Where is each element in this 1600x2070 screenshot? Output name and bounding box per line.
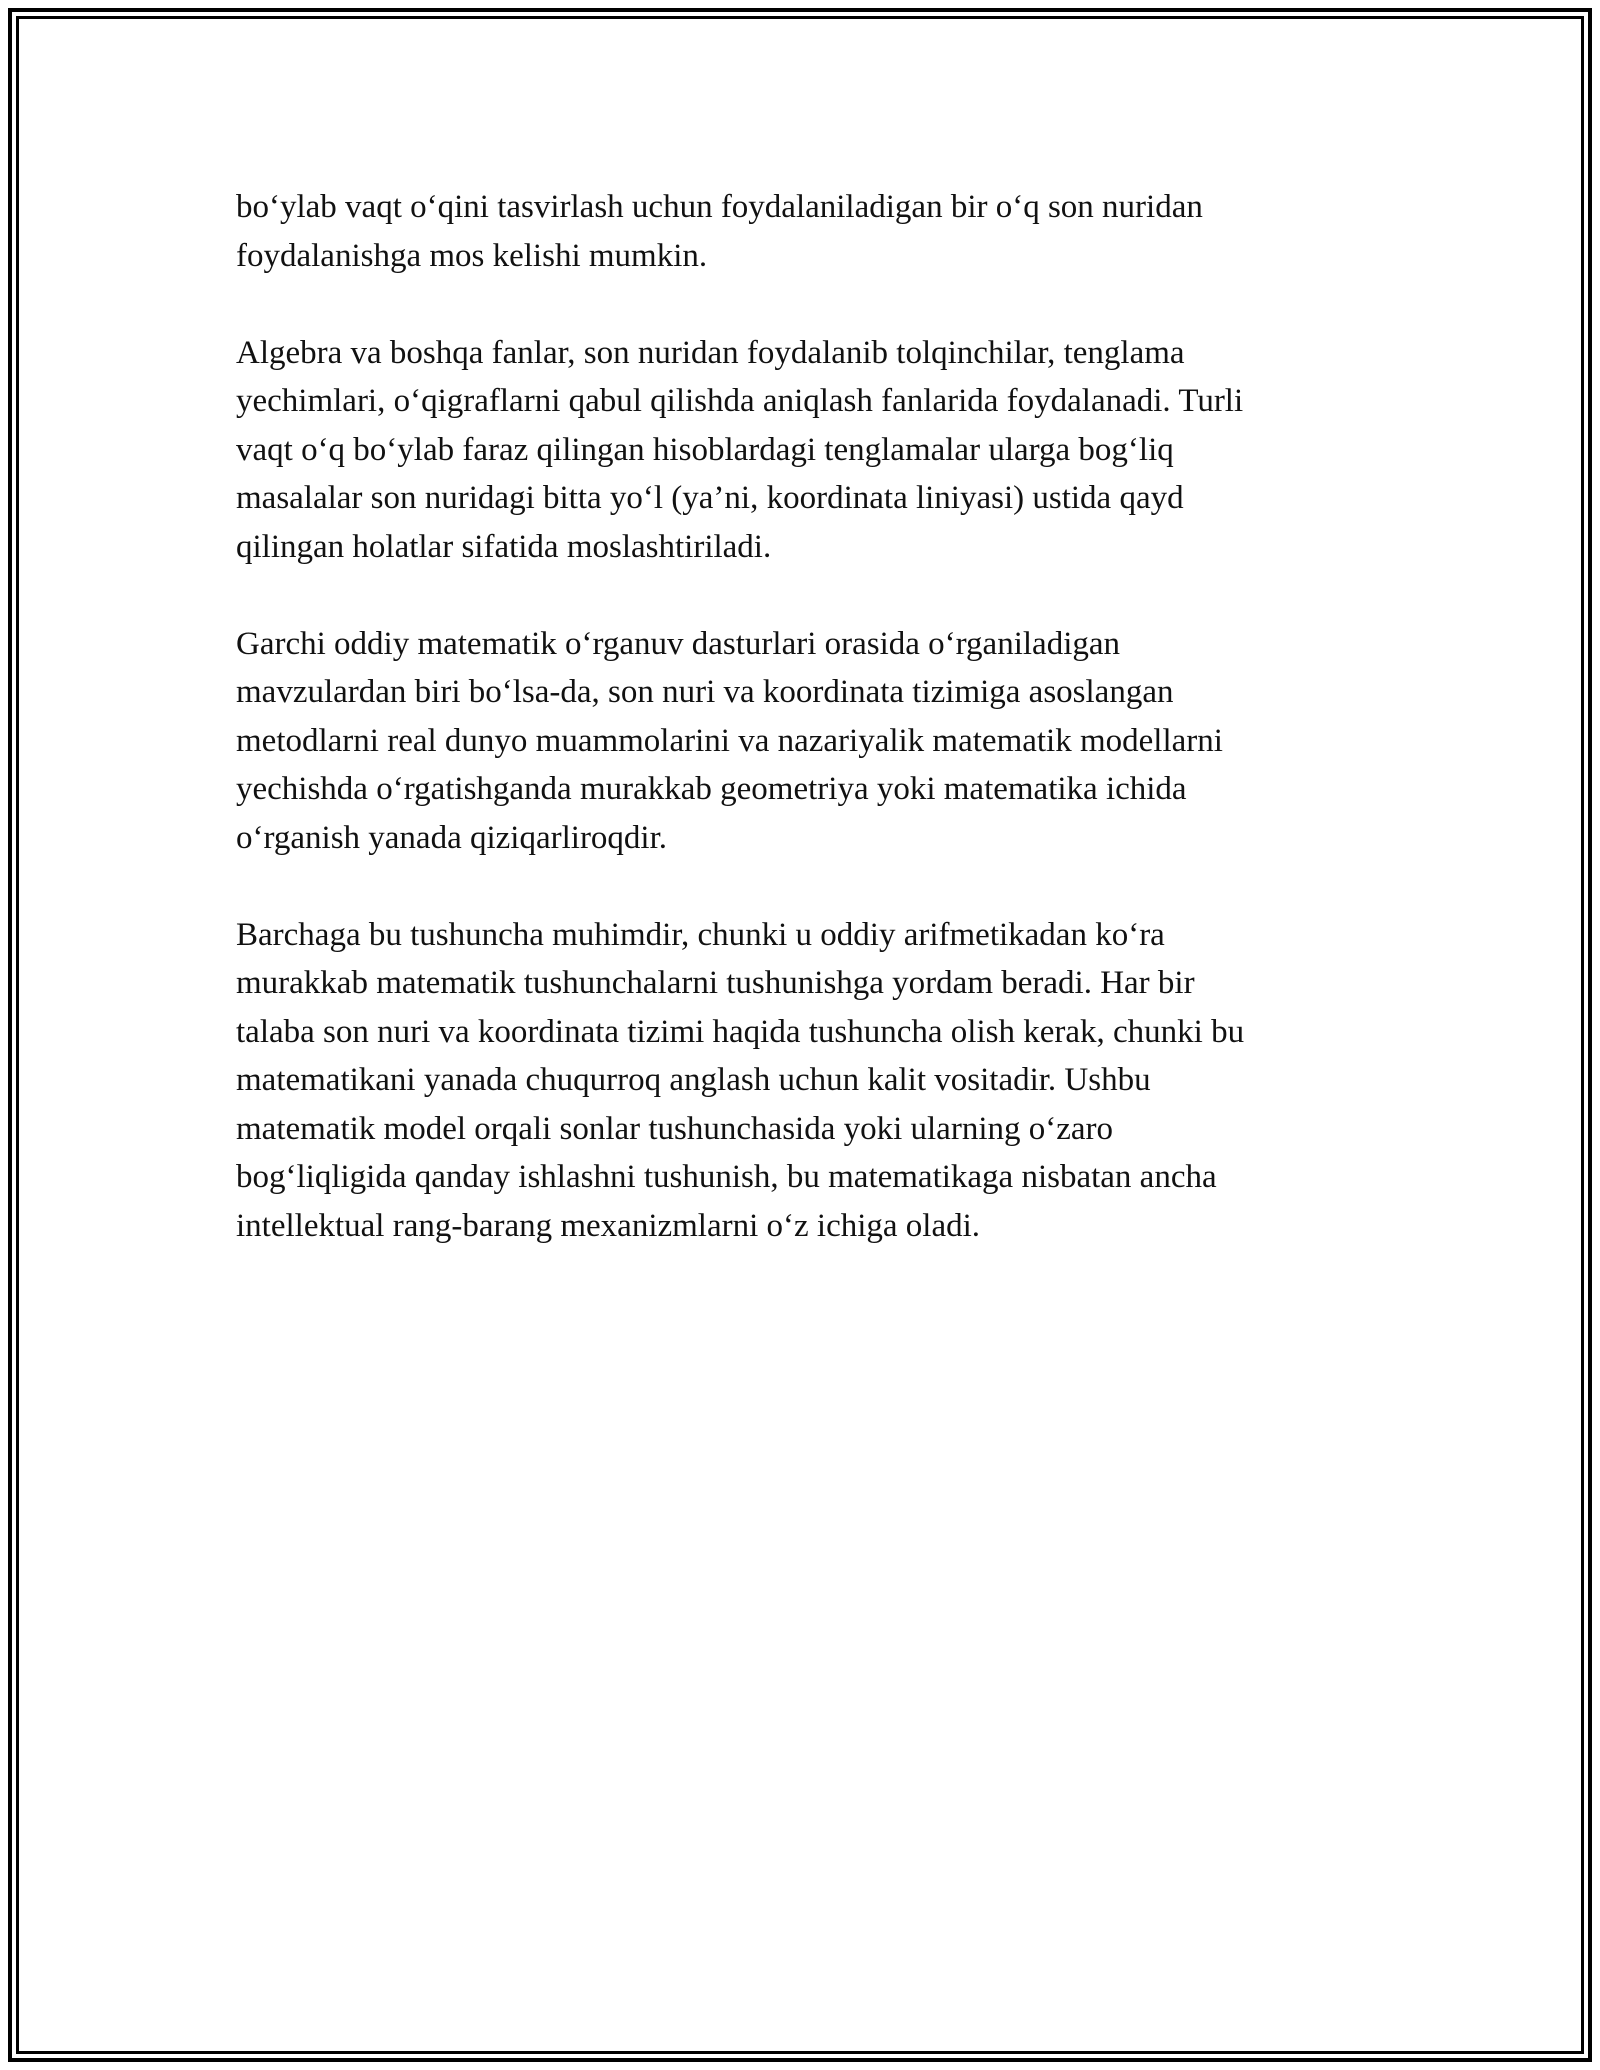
paragraph-2: Algebra va boshqa fanlar, son nuridan foydalanib tolqinchilar, tenglama yechimlari, o‘qigraflarni qabul qilishda aniqlash fanlarida foydalanadi. Turli vaqt o‘q bo‘ylab faraz qilingan hisoblardagi tenglamalar ularga bog‘liq masalalar son nuridagi bitta yo‘l (ya’ni, koordinata liniyasi) ustida qayd qilingan holatlar sifatida moslashtiriladi. — [236, 334, 1244, 565]
paragraph-3: Garchi oddiy matematik o‘rganuv dasturlari orasida o‘rganiladigan mavzulardan biri bo‘lsa-da, son nuri va koordinata tizimiga asoslangan metodlarni real dunyo muammolarini va nazariyalik matematik modellarni yechishda o‘rgatishganda murakkab geometriya yoki matematika ichida o‘rganish yanada qiziqarliroqdir. — [236, 625, 1223, 856]
paragraph-1: bo‘ylab vaqt o‘qini tasvirlash uchun foydalaniladigan bir o‘q son nuridan foydalanishga mos kelishi mumkin. — [236, 189, 1203, 274]
paragraph-4: Barchaga bu tushuncha muhimdir, chunki u oddiy arifmetikadan ko‘ra murakkab matematik tushunchalarni tushunishga yordam beradi. Har bir talaba son nuri va koordinata tizimi haqida tushuncha olish kerak, chunki bu matematikani yanada chuqurroq anglash uchun kalit vositadir. Ushbu matematik model orqali sonlar tushunchasida yoki ularning o‘zaro bog‘liqligida qanday ishlashni tushunish, bu matematikaga nisbatan ancha intellektual rang-barang mexanizmlarni o‘z ichiga oladi. — [236, 916, 1245, 1244]
document-body — [236, 183, 1376, 1299]
